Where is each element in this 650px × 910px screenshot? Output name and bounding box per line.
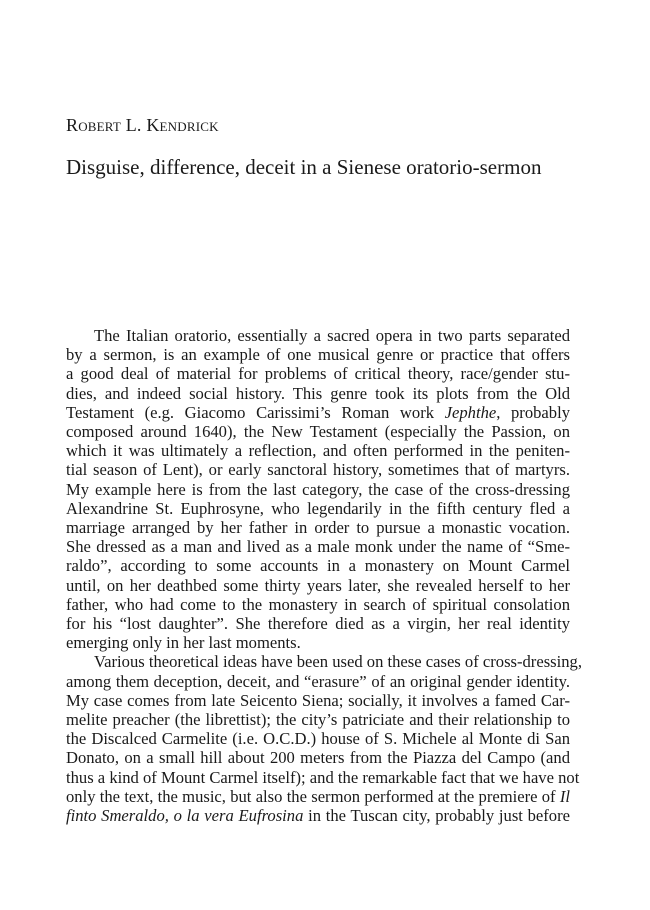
text-line (66, 672, 570, 691)
text-segment: marriage arranged by her father in order to pursue a monastic vocation. (66, 518, 570, 538)
text-segment: melite preacher (the librettist); the city’s patriciate and their relationship to (66, 710, 570, 730)
text-segment: only the text, the music, but also the sermon performed at the premiere of (66, 786, 560, 806)
text-segment: Testament (e.g. Giacomo Carissimi’s Roman work (66, 402, 445, 422)
text-segment: My example here is from the last category, the case of the cross-dressing (66, 479, 570, 499)
text-segment: composed around 1640), the New Testament (especially the Passion, on (66, 422, 570, 442)
text-line (66, 748, 570, 767)
text-segment: which it was ultimately a reflection, and often performed in the peniten- (66, 441, 570, 461)
text-line (66, 691, 570, 710)
text-line (66, 633, 570, 652)
text-segment: Alexandrine St. Euphrosyne, who legendarily in the fifth century fled a (66, 498, 570, 518)
author-name: Robert L. Kendrick (66, 115, 219, 135)
text-line (66, 441, 570, 460)
text-line (66, 384, 570, 403)
body-text (66, 326, 582, 826)
chapter-title: Disguise, difference, deceit in a Sienese oratorio-sermon (66, 155, 542, 179)
text-segment: Donato, on a small hill about 200 meters from the Piazza del Campo (and (66, 748, 570, 768)
text-segment: by a sermon, is an example of one musical genre or practice that offers (66, 345, 570, 365)
text-segment: Various theoretical ideas have been used on these cases of cross-dressing, (94, 652, 582, 672)
text-line (66, 537, 570, 556)
text-segment: She dressed as a man and lived as a male monk under the name of “Sme- (66, 537, 570, 557)
text-line (66, 652, 582, 672)
text-line (66, 576, 570, 595)
text-line (66, 403, 570, 422)
text-line (66, 787, 570, 806)
text-segment: the Discalced Carmelite (i.e. O.C.D.) house of S. Michele al Monte di San (66, 729, 570, 749)
text-segment: among them deception, deceit, and “erasure” of an original gender identity. (66, 671, 570, 691)
text-segment: tial season of Lent), or early sanctoral history, sometimes that of martyrs. (66, 460, 570, 480)
text-segment: a good deal of material for problems of critical theory, race/gender stu- (66, 364, 570, 384)
text-line (66, 806, 570, 825)
text-line (66, 595, 570, 614)
text-line (66, 729, 570, 748)
text-line (66, 556, 570, 575)
text-line (66, 345, 570, 364)
text-line (66, 710, 570, 729)
text-segment: raldo”, according to some accounts in a monastery on Mount Carmel (66, 556, 570, 576)
text-line (66, 614, 570, 633)
text-line (66, 326, 570, 345)
text-line (66, 460, 570, 479)
text-segment: The Italian oratorio, essentially a sacred opera in two parts separated (94, 326, 570, 345)
paragraph (66, 652, 582, 826)
text-line (66, 767, 580, 787)
text-segment: until, on her deathbed some thirty years later, she revealed herself to her (66, 575, 570, 595)
text-segment: for his “lost daughter”. She therefore died as a virgin, her real identity (66, 614, 570, 634)
text-line (66, 518, 570, 537)
text-line (66, 480, 570, 499)
paragraph (66, 326, 570, 652)
italic-text: finto Smeraldo, o la vera Eufrosina (66, 806, 304, 826)
text-line (66, 499, 570, 518)
text-segment: , probably (496, 402, 570, 422)
text-segment: father, who had come to the monastery in search of spiritual consolation (66, 594, 570, 614)
text-segment: My case comes from late Seicento Siena; socially, it involves a famed Car- (66, 690, 570, 710)
italic-text: Il (559, 786, 570, 806)
italic-text: Jephthe (444, 402, 497, 422)
text-segment: in the Tuscan city, probably just before (303, 806, 571, 826)
text-segment: thus a kind of Mount Carmel itself); and the remarkable fact that we have not (66, 767, 580, 787)
text-segment: dies, and indeed social history. This genre took its plots from the Old (66, 383, 570, 403)
text-line (66, 364, 570, 383)
text-segment: emerging only in her last moments. (66, 633, 301, 653)
text-line (66, 422, 570, 441)
